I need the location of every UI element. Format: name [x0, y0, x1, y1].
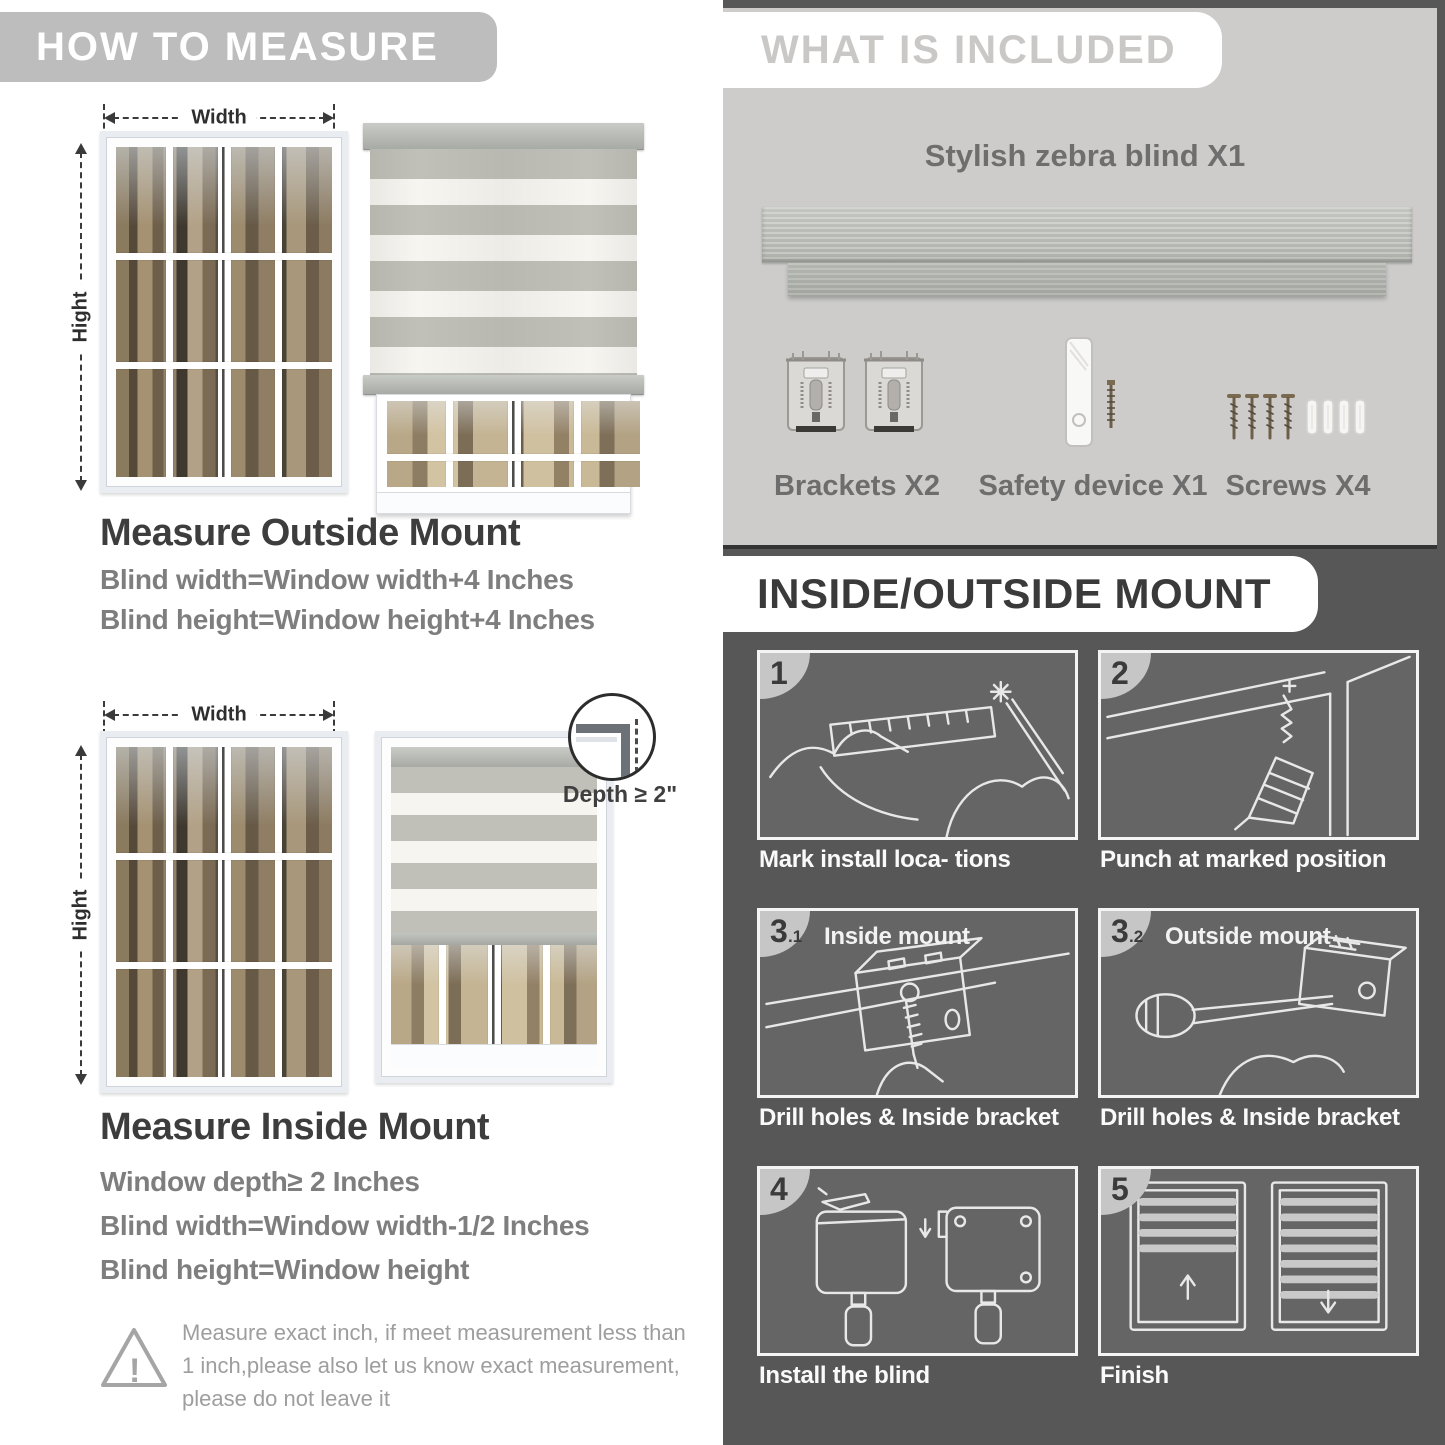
window-glass	[116, 747, 332, 1077]
right-panel	[723, 0, 1445, 1445]
step-caption-3-1: Drill holes & Inside bracket	[759, 1104, 1059, 1131]
finish-illustration	[1101, 1169, 1416, 1353]
width-label: Width	[181, 704, 256, 727]
blind-fabric-stripes	[370, 149, 637, 375]
window-glass	[391, 945, 597, 1045]
step-panel-5	[1098, 1166, 1419, 1356]
inside-mount-depth-rule: Window depth≥ 2 Inches	[100, 1166, 420, 1197]
step-badge: 1	[760, 653, 810, 699]
what-is-included-header	[723, 12, 1222, 88]
window-illustration-inside	[100, 731, 348, 1093]
how-to-measure-header	[0, 12, 497, 82]
drill-illustration	[1101, 653, 1416, 837]
height-dimension-inside	[69, 745, 92, 1085]
blind-headrail	[391, 747, 597, 768]
item-label-safety-device: Safety device X1	[978, 470, 1208, 502]
arrow-down-icon	[75, 480, 87, 491]
blind-bottomrail	[391, 933, 597, 945]
step-caption-1: Mark install loca- tions	[759, 846, 1011, 873]
safety-device-icon	[1063, 336, 1125, 450]
step-caption-3-2: Drill holes & Inside bracket	[1100, 1104, 1400, 1131]
step-panel-title: Outside mount	[1165, 923, 1331, 950]
inside-mount-formula-width: Blind width=Window width-1/2 Inches	[100, 1210, 590, 1241]
step-panel-4	[757, 1166, 1078, 1356]
step-badge: 2	[1101, 653, 1151, 699]
brackets-icon	[785, 348, 925, 442]
window-under-blind	[376, 394, 631, 514]
inside-outside-mount-header	[723, 556, 1318, 632]
step-badge: 3 .2	[1101, 911, 1151, 957]
step-caption-2: Punch at marked position	[1100, 846, 1387, 873]
window-illustration-outside	[100, 131, 348, 493]
outside-mount-title: Measure Outside Mount	[100, 512, 521, 554]
what-is-included-title: WHAT IS INCLUDED	[761, 28, 1177, 72]
warning-text: Measure exact inch, if meet measurement less than 1 inch,please also let us know exact measurement, please do not leave it	[182, 1320, 686, 1411]
arrow-down-icon	[75, 1074, 87, 1085]
outside-mount-formula-height: Blind height=Window height+4 Inches	[100, 604, 595, 635]
width-dimension-outside	[104, 106, 334, 129]
step-badge: 5	[1101, 1169, 1151, 1215]
depth-label: Depth ≥ 2"	[562, 781, 678, 807]
step-badge: 3 .1	[760, 911, 810, 957]
height-dimension-outside	[69, 143, 92, 491]
screws-icon	[1223, 392, 1371, 442]
item-label-brackets: Brackets X2	[773, 470, 941, 502]
window-sill	[391, 1044, 597, 1067]
height-label: Hight	[70, 283, 93, 350]
headrail-bottom-image	[788, 263, 1386, 296]
exclamation-mark: !	[129, 1352, 141, 1390]
width-label: Width	[181, 107, 256, 130]
inside-mount-title: Measure Inside Mount	[100, 1106, 490, 1148]
outside-mount-formula-width: Blind width=Window width+4 Inches	[100, 564, 574, 595]
mark-locations-illustration	[760, 653, 1075, 837]
step-panel-3-2	[1098, 908, 1419, 1098]
step-panel-2	[1098, 650, 1419, 840]
window-glass	[116, 147, 332, 477]
item-label-screws: Screws X4	[1225, 470, 1371, 502]
inside-outside-mount-title: INSIDE/OUTSIDE MOUNT	[757, 570, 1272, 617]
step-panel-title: Inside mount	[824, 923, 970, 950]
window-sill	[377, 492, 630, 513]
step-caption-5: Finish	[1100, 1362, 1169, 1389]
how-to-measure-title: HOW TO MEASURE	[36, 25, 439, 69]
inside-mount-formula-height: Blind height=Window height	[100, 1254, 470, 1285]
blind-bottomrail	[363, 375, 644, 395]
step-panel-3-1	[757, 908, 1078, 1098]
install-blind-illustration	[760, 1169, 1075, 1353]
step-caption-4: Install the blind	[759, 1362, 930, 1389]
headrail-image	[762, 207, 1412, 263]
blind-headrail	[363, 123, 644, 150]
zebra-blind-outside-mount	[363, 123, 644, 515]
height-label: Hight	[70, 881, 93, 948]
step-panel-1	[757, 650, 1078, 840]
depth-magnifier-icon	[568, 693, 656, 781]
step-badge: 4	[760, 1169, 810, 1215]
width-dimension-inside	[104, 703, 334, 726]
product-label: Stylish zebra blind X1	[924, 138, 1246, 173]
